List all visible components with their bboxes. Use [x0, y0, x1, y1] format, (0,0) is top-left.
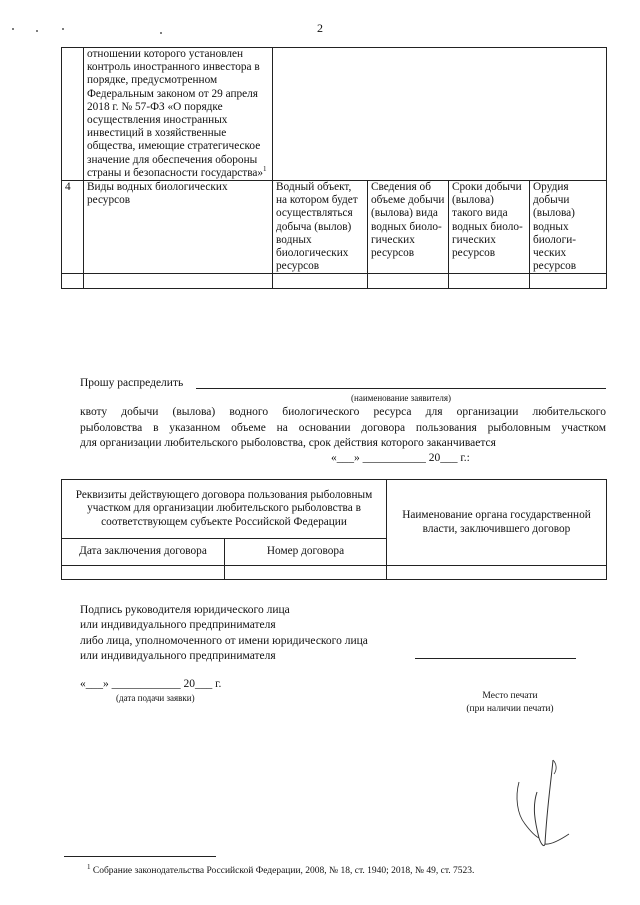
signature-label-line: Подпись руководителя юридического лица: [80, 604, 290, 616]
cell: [368, 274, 449, 289]
request-line: квоту добычи (вылова) водного биологического ресурса для организации любительского: [80, 406, 606, 418]
submission-date-hint: (дата подачи заявки): [116, 693, 195, 703]
footnote: [87, 862, 475, 876]
catch-period-header: Сроки добычи (вылова) такого вида водных биоло-гических ресурсов: [449, 181, 530, 274]
contract-number-header: Номер договора: [225, 539, 387, 566]
stamp-place: [430, 690, 590, 716]
handwritten-signature: [505, 752, 575, 852]
application-table: [61, 47, 607, 289]
cell: [530, 274, 607, 289]
applicant-name-hint: (наименование заявителя): [351, 393, 451, 403]
contract-details-header: Реквизиты действующего договора пользования рыболовным участком для организации любительского рыболовства в соответствующем субъекте Российской Федерации: [62, 480, 387, 539]
cell: [62, 566, 225, 580]
request-label: Прошу распределить: [80, 377, 184, 389]
authority-header: Наименование органа государственной власти, заключившего договор: [387, 480, 607, 566]
row-label-cell: [84, 48, 273, 181]
page-number: 2: [317, 21, 323, 35]
submission-date: «___» ____________ 20___ г.: [80, 678, 222, 690]
request-line: рыболовства в указанном объеме на основании договора пользования рыболовным участком: [80, 421, 606, 434]
footnote-mark: 1: [87, 862, 91, 871]
table-row: [62, 480, 607, 539]
row-value-cell: [273, 48, 607, 181]
water-object-header: Водный объект, на котором будет осуществляться добыча (вылов) водных биологических ресурсов: [273, 181, 368, 274]
signature-label-line: или индивидуального предпринимателя: [80, 650, 276, 663]
signature-label: [80, 603, 368, 665]
applicant-name-line: [196, 388, 606, 389]
stamp-label: Место печати: [482, 691, 538, 701]
row-number: 4: [62, 181, 84, 274]
catch-volume-header: Сведения об объеме добычи (вылова) вида водных биоло-гических ресурсов: [368, 181, 449, 274]
footnote-ref: 1: [263, 165, 267, 174]
signature-label-line: или индивидуального предпринимателя: [80, 619, 276, 632]
footnote-text: Собрание законодательства Российской Федерации, 2008, № 18, ст. 1940; 2018, № 49, ст. 7523.: [92, 866, 475, 876]
cell: [225, 566, 387, 580]
cell: [449, 274, 530, 289]
row-number-cell: [62, 48, 84, 181]
table-row: [62, 48, 607, 181]
row-label: отношении которого установлен контроль иностранного инвестора в порядке, предусмотренном Федеральным законом от 29 апреля 2018 г. № 57-ФЗ «О порядке осуществления иностранных инвестиций в хозяйственные общества, имеющие стратегическое значение для обеспечения обороны страны и безопасности государства»: [87, 48, 264, 179]
stamp-hint: (при наличии печати): [466, 704, 554, 714]
request-paragraph: [80, 405, 606, 452]
cell: [62, 274, 84, 289]
fishing-gear-header: Орудия добычи (вылова) водных биологи-ческих ресурсов: [530, 181, 607, 274]
signature-label-line: либо лица, уполномоченного от имени юридического лица: [80, 634, 368, 647]
cell: [387, 566, 607, 580]
cell: [273, 274, 368, 289]
signature-line: [415, 658, 576, 659]
contract-table: [61, 479, 607, 580]
table-row: [62, 566, 607, 580]
footnote-separator: [64, 856, 216, 857]
contract-date-header: Дата заключения договора: [62, 539, 225, 566]
table-row: [62, 181, 607, 274]
table-row: [62, 274, 607, 289]
expiry-date: «___» ___________ 20___ г.:: [331, 452, 470, 464]
row-label: Виды водных биологических ресурсов: [84, 181, 273, 274]
cell: [84, 274, 273, 289]
request-line: для организации любительского рыболовства, срок действия которого заканчивается: [80, 437, 496, 450]
